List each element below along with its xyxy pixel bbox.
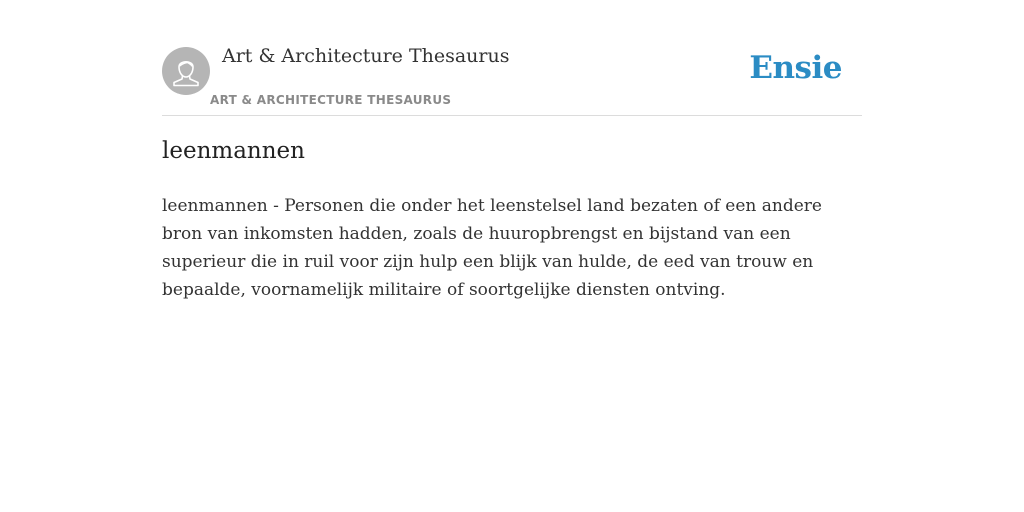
author-name-link[interactable]: Art & Architecture Thesaurus	[222, 45, 510, 67]
user-silhouette-icon	[162, 47, 210, 95]
source-label[interactable]: ART & ARCHITECTURE THESAURUS	[210, 93, 452, 107]
header	[162, 30, 862, 116]
ensie-logo[interactable]: Ensie	[749, 50, 842, 86]
avatar[interactable]	[162, 47, 210, 95]
entry-definition: leenmannen - Personen die onder het leenstelsel land bezaten of een andere bron van inkomsten hadden, zoals de huuropbrengst en bijstand van een superieur die in ruil voor zijn hulp een blijk van hulde, de eed van trouw en bepaalde, voornamelijk militaire of soortgelijke diensten ontving.	[162, 196, 822, 300]
entry-title: leenmannen	[162, 138, 305, 164]
